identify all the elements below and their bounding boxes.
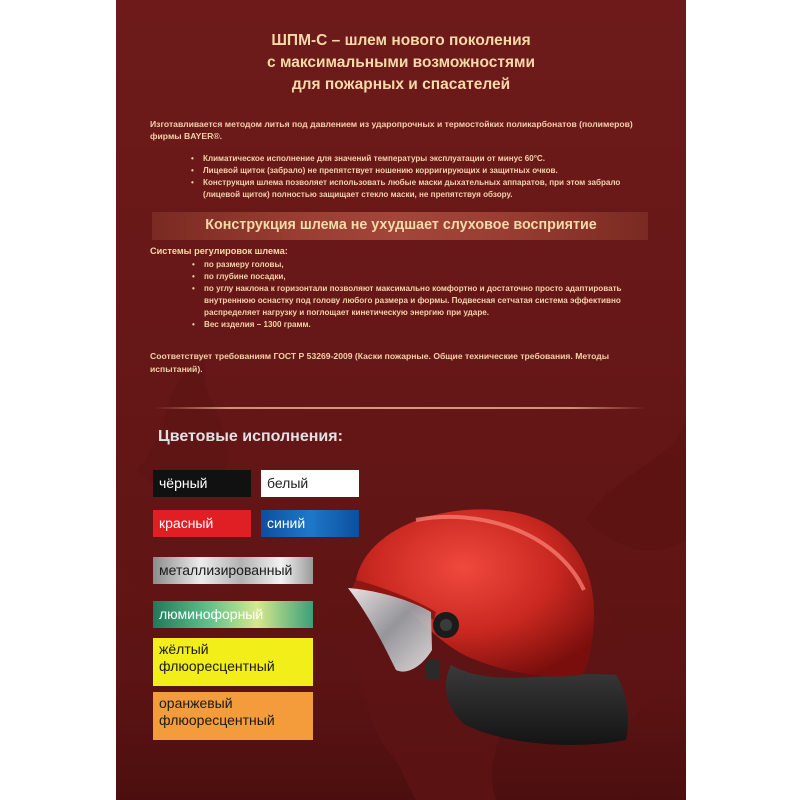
swatch-blue: синий xyxy=(261,510,359,537)
title-line-3: для пожарных и спасателей xyxy=(291,76,511,93)
features-list xyxy=(191,153,651,201)
swatch-yellow-fluorescent: жёлтый флюоресцентный xyxy=(153,638,313,686)
swatch-metallic: металлизированный xyxy=(153,557,313,584)
feature-item: • Лицевой щиток (забрало) не препятствует ношению корригирующих и защитных очков. xyxy=(191,165,651,177)
adjust-heading: Системы регулировок шлема: xyxy=(150,246,288,256)
adjust-item: • по размеру головы, xyxy=(192,259,652,271)
feature-item: • Конструкция шлема позволяет использовать любые маски дыхательных аппаратов, при этом забрало (лицевой щиток) полностью защищает стекло маски, не препятствуя обзору. xyxy=(191,177,651,201)
swatch-luminophore: люминофорный xyxy=(153,601,313,628)
hearing-banner: Конструкция шлема не ухудшает слуховое восприятие xyxy=(205,217,597,233)
colors-heading: Цветовые исполнения: xyxy=(158,428,343,445)
swatch-white: белый xyxy=(261,470,359,497)
helmet-image xyxy=(326,500,646,750)
swatch-black: чёрный xyxy=(153,470,251,497)
adjust-list xyxy=(192,259,652,331)
adjust-item: • по углу наклона к горизонтали позволяют максимально комфортно и достаточно просто адаптировать внутреннюю оснастку под голову любого размера и формы. Подвесная сетчатая система эффективно распределяет нагрузку и поглощает кинетическую энергию при ударе. xyxy=(192,283,652,319)
intro-paragraph: Изготавливается методом литья под давлением из ударопрочных и термостойких поликарбонатов (полимеров) фирмы BAYER®. xyxy=(150,119,633,141)
poster xyxy=(116,0,686,800)
gost-paragraph: Соответствует требованиям ГОСТ Р 53269-2009 (Каски пожарные. Общие технические требования. Методы испытаний). xyxy=(150,351,610,374)
title-line-2: с максимальными возможностями xyxy=(267,54,535,71)
divider-line xyxy=(154,407,646,409)
adjust-item: • Вес изделия – 1300 грамм. xyxy=(192,319,652,331)
title-line-1: ШПМ-С – шлем нового поколения xyxy=(271,32,531,49)
swatch-red: красный xyxy=(153,510,251,537)
feature-item: • Климатическое исполнение для значений температуры эксплуатации от минус 60°С. xyxy=(191,153,651,165)
adjust-item: • по глубине посадки, xyxy=(192,271,652,283)
swatch-orange-fluorescent: оранжевый флюоресцентный xyxy=(153,692,313,740)
page-title xyxy=(116,30,686,96)
